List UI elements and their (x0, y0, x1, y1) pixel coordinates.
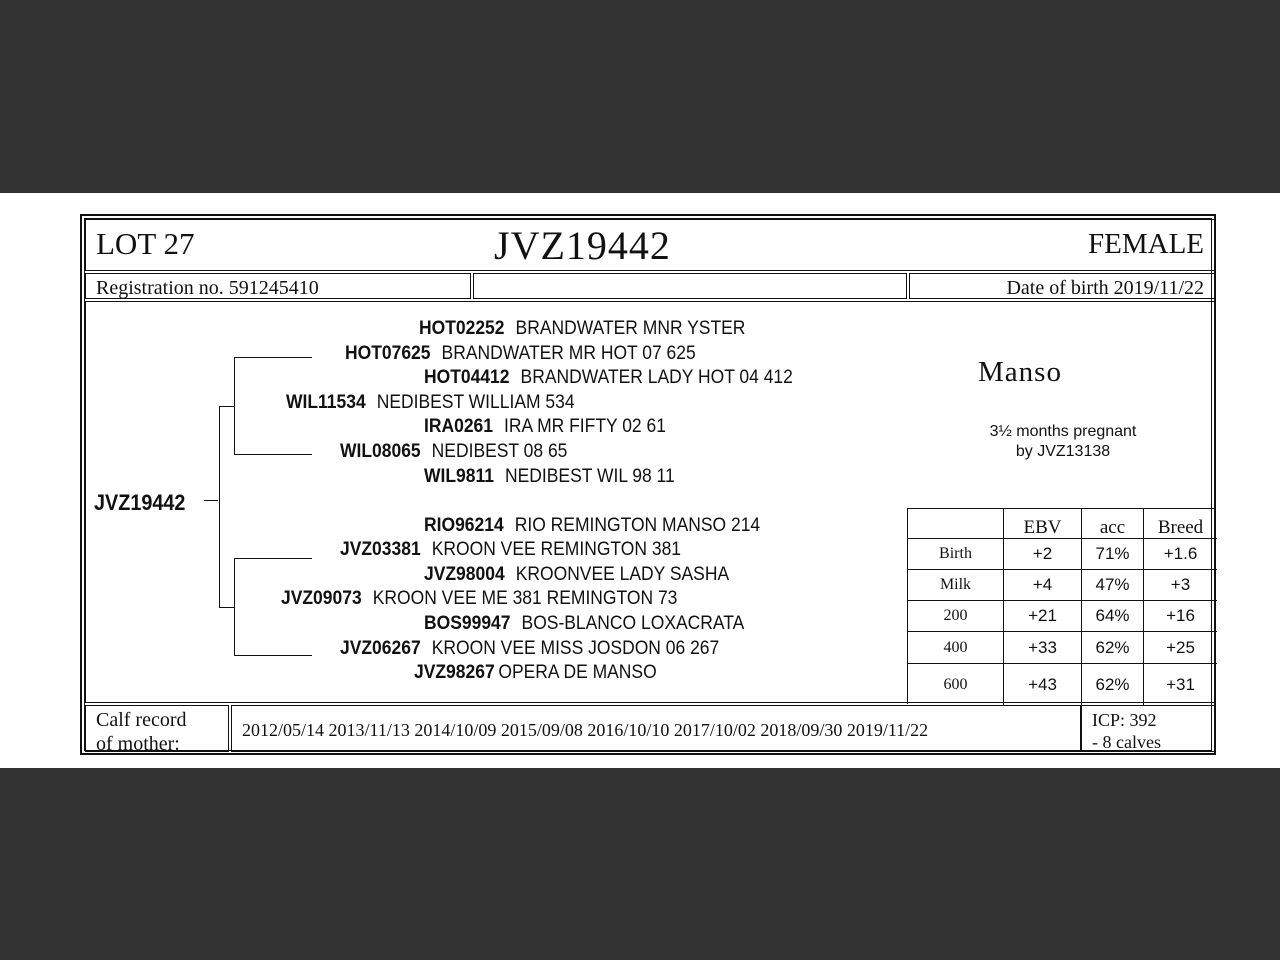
sire-dam-line (234, 454, 312, 455)
dob-cell (909, 273, 1215, 299)
ebv-value: +43 (1004, 664, 1082, 705)
pedigree-dam-sire: JVZ03381 KROON VEE REMINGTON 381 (340, 539, 682, 560)
pedigree-dam: JVZ09073 KROON VEE ME 381 REMINGTON 73 (281, 588, 678, 609)
header-row (85, 219, 1215, 271)
ebv-value: +33 (1004, 632, 1082, 664)
ebv-header-acc: acc (1082, 509, 1144, 539)
ebv-value: +21 (1004, 601, 1082, 632)
pedigree-sire-sire: HOT07625 BRANDWATER MR HOT 07 625 (345, 343, 696, 364)
subject-connector (204, 500, 218, 501)
ebv-row-label: 400 (908, 632, 1004, 664)
pedigree-sire-dam: WIL08065 NEDIBEST 08 65 (340, 441, 568, 462)
lot-card (80, 214, 1216, 755)
date-of-birth: Date of birth 2019/11/22 (1006, 277, 1204, 299)
registration-cell (85, 273, 471, 299)
calf-record-label (96, 708, 187, 756)
dam-sire-line (234, 558, 312, 559)
dam-connector (219, 607, 235, 608)
ebv-value: +4 (1004, 570, 1082, 601)
ebv-breed-average: +1.6 (1144, 539, 1217, 570)
lot-card-inner (84, 218, 1212, 755)
sire-bracket (234, 357, 235, 455)
animal-id-title: JVZ19442 (494, 223, 671, 268)
sire-connector (219, 406, 235, 407)
info-blank-cell (473, 273, 907, 299)
ebv-row-label: 200 (908, 601, 1004, 632)
pedigree-main-bracket (219, 406, 220, 608)
ebv-accuracy: 62% (1082, 632, 1144, 664)
ebv-value: +2 (1004, 539, 1082, 570)
pedigree-dam-sire-sire: RIO96214 RIO REMINGTON MANSO 214 (424, 515, 761, 536)
pedigree-dam-sire-dam: JVZ98004 KROONVEE LADY SASHA (424, 564, 730, 585)
ebv-accuracy: 64% (1082, 601, 1144, 632)
calf-record-label-cell (85, 705, 229, 755)
sire-sire-line (234, 357, 312, 358)
calf-record-dates-cell (231, 705, 1081, 752)
ebv-row-label: Birth (908, 539, 1004, 570)
ebv-breed-average: +31 (1166, 674, 1195, 694)
pedigree-sire: WIL11534 NEDIBEST WILLIAM 534 (286, 392, 575, 413)
dam-dam-line (234, 655, 312, 656)
ebv-corner-cell (908, 509, 1004, 539)
dam-bracket (234, 558, 235, 656)
calves-count: - 8 calves (1092, 732, 1161, 752)
pedigree-sire-dam-dam: WIL9811 NEDIBEST WIL 98 11 (424, 466, 675, 487)
pedigree-dam-dam: JVZ06267 KROON VEE MISS JOSDON 06 267 (340, 638, 720, 659)
ebv-row-label: 600 (908, 664, 1004, 705)
pedigree-dam-dam-dam: JVZ98267 OPERA DE MANSO (414, 662, 657, 683)
pregnancy-status: 3½ months pregnant (989, 423, 1137, 440)
ebv-breed-average: +3 (1144, 570, 1217, 601)
icp-info (1092, 709, 1161, 753)
lot-number: LOT 27 (96, 226, 195, 261)
pedigree-subject: JVZ19442 (94, 490, 186, 515)
pedigree-area (85, 301, 1215, 703)
pedigree-dam-dam-sire: BOS99947 BOS-BLANCO LOXACRATA (424, 613, 745, 634)
ebv-breed-average: +16 (1144, 601, 1217, 632)
calf-record-label-line1: Calf record (96, 709, 187, 731)
ebv-row-label: Milk (908, 570, 1004, 601)
registration-number: Registration no. 591245410 (96, 277, 319, 299)
ebv-accuracy: 71% (1082, 539, 1144, 570)
ebv-accuracy: 62% (1082, 664, 1144, 705)
pregnancy-sire: by JVZ13138 (1015, 443, 1111, 460)
ebv-accuracy: 47% (1082, 570, 1144, 601)
icp-value: ICP: 392 (1092, 710, 1157, 730)
ebv-header-ebv: EBV (1004, 509, 1082, 539)
pregnancy-note (938, 422, 1188, 462)
ebv-table (907, 508, 1216, 704)
sex-label: FEMALE (1088, 228, 1204, 260)
calf-record-label-line2: of mother: (96, 733, 180, 755)
ebv-header-breed: Breed (1144, 509, 1217, 539)
icp-cell (1081, 705, 1215, 752)
pedigree-sire-sire-dam: HOT04412 BRANDWATER LADY HOT 04 412 (424, 367, 793, 388)
pedigree-sire-sire-sire: HOT02252 BRANDWATER MNR YSTER (419, 318, 746, 339)
pedigree-sire-dam-sire: IRA0261 IRA MR FIFTY 02 61 (424, 416, 666, 437)
ebv-breed-average: +25 (1144, 632, 1217, 664)
catalogue-sheet (0, 193, 1280, 768)
calf-record-dates: 2012/05/14 2013/11/13 2014/10/09 2015/09/08 2016/10/10 2017/10/02 2018/09/30 2019/11/22 (242, 720, 929, 740)
farm-name: Manso (978, 356, 1062, 388)
